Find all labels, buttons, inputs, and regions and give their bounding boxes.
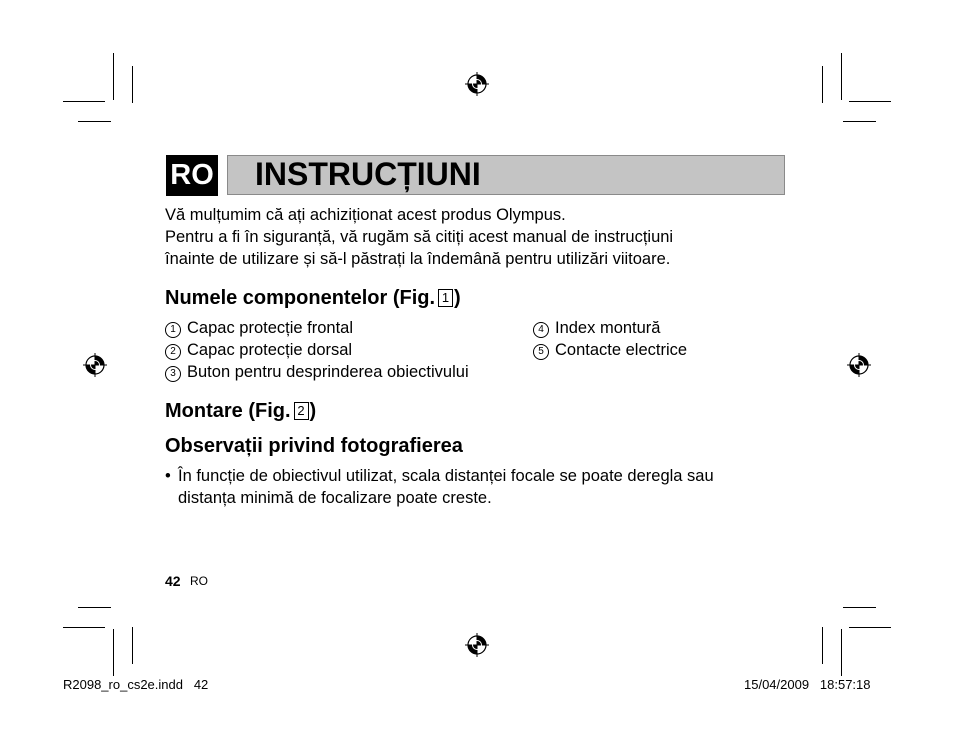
print-slug-file: R2098_ro_cs2e.indd 42	[63, 677, 209, 692]
crop-mark	[843, 607, 876, 608]
crop-mark	[113, 53, 114, 100]
crop-mark	[63, 101, 105, 102]
intro-line: înainte de utilizare și să-l păstrați la îndemână pentru utilizări viitoare.	[165, 250, 671, 268]
crop-mark	[849, 101, 891, 102]
page-number: 42	[165, 573, 181, 589]
item-label: Capac protecție frontal	[187, 319, 354, 337]
registration-mark-icon	[847, 353, 871, 377]
components-heading-text: Numele componentelor (Fig.	[165, 287, 436, 309]
crop-mark	[132, 627, 133, 664]
item-number: 5	[533, 344, 549, 360]
registration-mark-icon	[465, 72, 489, 96]
crop-mark	[63, 627, 105, 628]
item-number: 3	[165, 366, 181, 382]
registration-mark-icon	[83, 353, 107, 377]
crop-mark	[841, 629, 842, 676]
intro-line: Vă mulțumim că ați achiziționat acest produs Olympus.	[165, 206, 566, 224]
item-label: Contacte electrice	[555, 341, 688, 359]
components-heading	[165, 286, 461, 310]
item-number: 4	[533, 322, 549, 338]
note-line: În funcție de obiectivul utilizat, scala distanței focale se poate deregla sau	[178, 467, 714, 485]
page-title: INSTRUCȚIUNI	[255, 156, 481, 192]
print-slug-datetime: 15/04/2009 18:57:18	[744, 677, 871, 692]
list-item	[165, 339, 352, 361]
crop-mark	[78, 607, 111, 608]
item-number: 1	[165, 322, 181, 338]
language-badge: RO	[166, 155, 218, 196]
mounting-heading	[165, 399, 316, 423]
bullet-icon: •	[165, 467, 171, 485]
crop-mark	[822, 66, 823, 103]
crop-mark	[132, 66, 133, 103]
list-item	[165, 317, 353, 339]
mounting-heading-text: Montare (Fig.	[165, 400, 291, 422]
figure-number-box: 1	[438, 289, 453, 307]
crop-mark	[849, 627, 891, 628]
registration-mark-icon	[465, 633, 489, 657]
crop-mark	[822, 627, 823, 664]
list-item	[533, 339, 687, 361]
list-item	[533, 317, 660, 339]
item-number: 2	[165, 344, 181, 360]
crop-mark	[841, 53, 842, 100]
notes-heading: Observații privind fotografierea	[165, 435, 463, 457]
heading-close-paren: )	[454, 287, 461, 309]
list-item	[165, 361, 469, 383]
heading-close-paren: )	[309, 400, 317, 422]
crop-mark	[78, 121, 111, 122]
item-label: Capac protecție dorsal	[187, 341, 353, 359]
intro-line: Pentru a fi în siguranță, vă rugăm să citiți acest manual de instrucțiuni	[165, 228, 674, 246]
crop-mark	[113, 629, 114, 676]
crop-mark	[843, 121, 876, 122]
item-label: Buton pentru desprinderea obiectivului	[187, 363, 469, 381]
item-label: Index montură	[555, 319, 661, 337]
note-line: distanța minimă de focalizare poate creste.	[178, 489, 492, 507]
footer-lang: RO	[190, 574, 208, 588]
figure-number-box: 2	[294, 402, 309, 420]
